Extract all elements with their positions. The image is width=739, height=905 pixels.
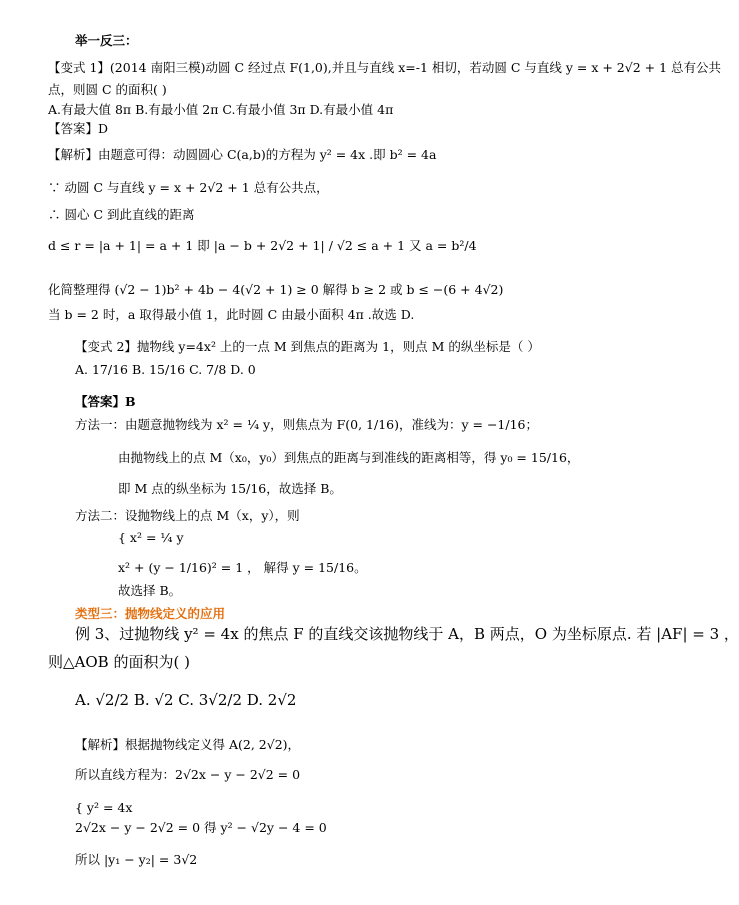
example3-question-line2: 则△AOB 的面积为( ) bbox=[48, 653, 190, 671]
variant1-question-line1: 【变式 1】(2014 南阳三模)动圆 C 经过点 F(1,0),并且与直线 x=-1 相切，若动圆 C 与直线 y = x + 2√2 + 1 总有公共 bbox=[48, 60, 722, 75]
variant1-solution-line1: 【解析】由题意可得：动圆圆心 C(a,b)的方程为 y² = 4x .即 b² = 4a bbox=[48, 147, 437, 162]
variant2-answer: 【答案】B bbox=[75, 394, 136, 409]
variant2-method2-conclusion: 故选择 B。 bbox=[118, 583, 182, 598]
example3-solution-line5: 所以 |y₁ − y₂| = 3√2 bbox=[75, 852, 198, 867]
variant2-method1-line3: 即 M 点的纵坐标为 15/16，故选择 B。 bbox=[118, 481, 342, 496]
variant1-solution-line6: 当 b = 2 时，a 取得最小值 1，此时圆 C 由最小面积 4π .故选 D. bbox=[48, 307, 415, 322]
variant2-options: A. 17/16 B. 15/16 C. 7/8 D. 0 bbox=[75, 362, 256, 377]
example3-system-eq2: 2√2x − y − 2√2 = 0 得 y² − √2y − 4 = 0 bbox=[75, 820, 327, 835]
variant1-solution-line5: 化简整理得 (√2 − 1)b² + 4b − 4(√2 + 1) ≥ 0 解得 b ≥ 2 或 b ≤ −(6 + 4√2) bbox=[48, 282, 504, 297]
variant2-method1-line1: 方法一：由题意抛物线为 x² = ¼ y，则焦点为 F(0, 1/16)，准线为：y = −1/16； bbox=[75, 417, 539, 432]
variant1-answer: 【答案】D bbox=[48, 121, 109, 136]
example3-question-line1: 例 3、过抛物线 y² = 4x 的焦点 F 的直线交该抛物线于 A，B 两点，O 为坐标原点. 若 |AF| = 3 ， bbox=[75, 625, 739, 643]
variant1-solution-line2: ∵ 动圆 C 与直线 y = x + 2√2 + 1 总有公共点， bbox=[48, 180, 329, 195]
variant1-options: A.有最大值 8π B.有最小值 2π C.有最小值 3π D.有最小值 4π bbox=[48, 102, 394, 117]
example3-options: A. √2/2 B. √2 C. 3√2/2 D. 2√2 bbox=[75, 691, 297, 709]
variant1-solution-line3: ∴ 圆心 C 到此直线的距离 bbox=[48, 207, 195, 222]
variant2-system-eq1: { x² = ¼ y bbox=[118, 530, 184, 545]
heading: 举一反三： bbox=[75, 33, 138, 48]
variant2-question: 【变式 2】抛物线 y=4x² 上的一点 M 到焦点的距离为 1，则点 M 的纵坐标是（ ） bbox=[75, 339, 540, 354]
example3-solution-line2: 所以直线方程为：2√2x − y − 2√2 = 0 bbox=[75, 767, 301, 782]
variant2-method1-line2: 由抛物线上的点 M（x₀，y₀）到焦点的距离与到准线的距离相等，得 y₀ = 15/16， bbox=[118, 450, 580, 465]
example3-solution-line1: 【解析】根据抛物线定义得 A(2, 2√2)， bbox=[75, 737, 301, 752]
variant2-system-eq2: x² + (y − 1/16)² = 1 ， 解得 y = 15/16。 bbox=[118, 560, 367, 575]
variant1-solution-line4: d ≤ r = |a + 1| = a + 1 即 |a − b + 2√2 + 1| / √2 ≤ a + 1 又 a = b²/4 bbox=[48, 238, 477, 253]
variant2-method2-line1: 方法二：设抛物线上的点 M（x，y），则 bbox=[75, 508, 300, 523]
variant1-question-line2: 点，则圆 C 的面积( ) bbox=[48, 82, 167, 97]
section-title-type3: 类型三：抛物线定义的应用 bbox=[75, 606, 226, 621]
example3-system-eq1: { y² = 4x bbox=[75, 800, 133, 815]
